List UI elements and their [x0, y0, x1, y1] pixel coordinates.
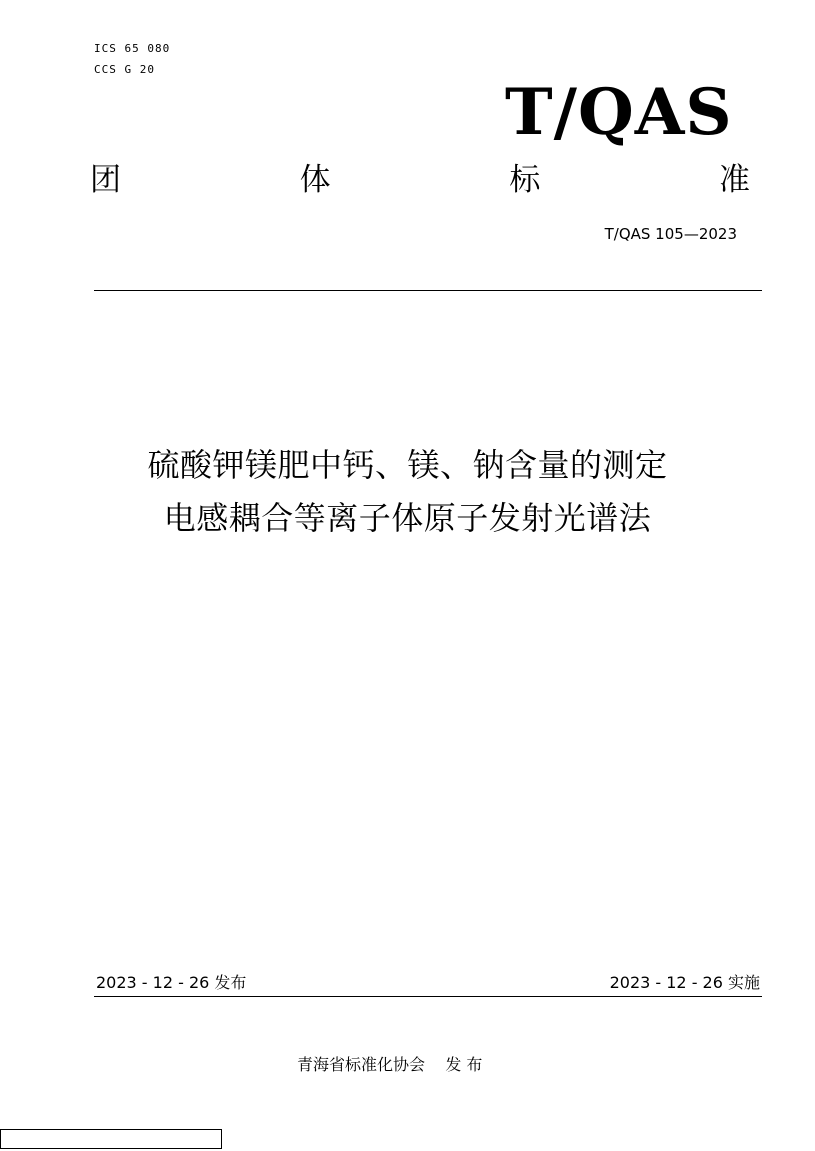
standard-type-char: 团: [90, 162, 121, 198]
publisher: 青海省标准化协会 发 布: [297, 1055, 483, 1074]
date-bar: [94, 970, 762, 997]
footer-box: [0, 1129, 222, 1149]
implementation-date: 2023 - 12 - 26 实施: [609, 973, 760, 992]
standard-type-char: 标: [509, 162, 541, 198]
document-title-line-2: 电感耦合等离子体原子发射光谱法: [163, 499, 652, 537]
standard-type-char: 准: [718, 162, 750, 198]
header-divider: [94, 290, 762, 291]
publish-date: 2023 - 12 - 26 发布: [96, 973, 247, 992]
document-title-line-1: 硫酸钾镁肥中钙、镁、钠含量的测定: [147, 446, 668, 484]
ics-code: ICS 65 080: [94, 42, 171, 55]
standard-logo: T/QAS: [505, 75, 733, 150]
standard-number: T/QAS 105—2023: [604, 225, 737, 243]
ccs-code: CCS G 20: [94, 63, 155, 76]
standard-type-char: 体: [299, 162, 331, 198]
standard-type-heading: [90, 160, 750, 200]
